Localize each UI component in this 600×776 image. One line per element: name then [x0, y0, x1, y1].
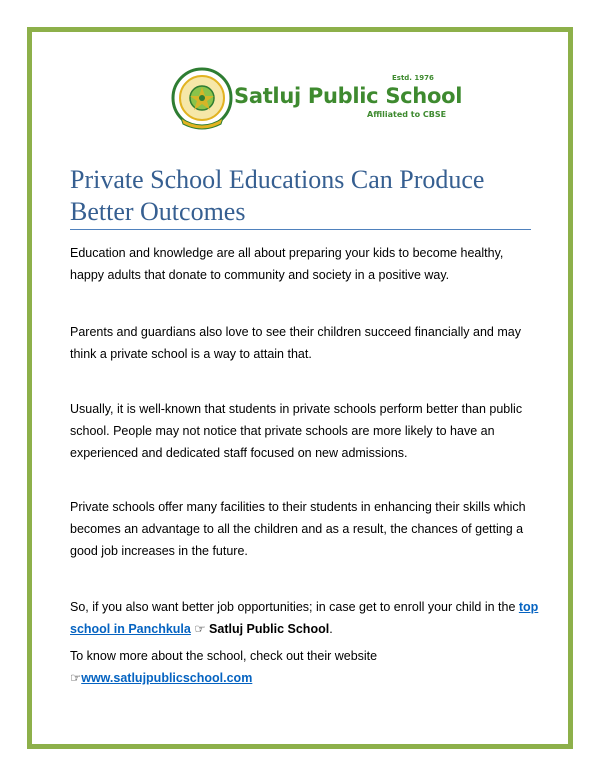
page-border-frame	[27, 27, 573, 749]
website-intro-text: To know more about the school, check out their website	[70, 649, 378, 663]
paragraph-intro: Education and knowledge are all about preparing your kids to become healthy, happy adults that donate to community and society in a positive way.	[70, 246, 504, 282]
paragraph-facilities: Private schools offer many facilities to their students in enhancing their skills which becomes an advantage to all the children and as a result, the chances of getting a good job increases in the future.	[70, 500, 526, 558]
paragraph-performance: Usually, it is well-known that students in private schools perform better than public school. People may not notice that private schools are more likely to have an experienced and dedicated staff focused on new admissions.	[70, 402, 523, 460]
paragraph-call-to-action	[70, 596, 540, 640]
pointing-hand-icon: ☞	[70, 671, 82, 685]
paragraph-website	[70, 645, 540, 689]
document-title: Private School Educations Can Produce Better Outcomes	[70, 165, 485, 226]
logo-established-year: Estd. 1976	[392, 74, 434, 82]
logo-school-name: Satluj Public School	[234, 84, 463, 108]
school-seal-icon	[171, 66, 233, 132]
cta-school-name: Satluj Public School	[209, 622, 330, 636]
school-logo	[171, 66, 463, 134]
title-underline-rule	[70, 229, 531, 230]
cta-intro-text: So, if you also want better job opportunities; in case get to enroll your child in the	[70, 600, 519, 614]
website-link[interactable]: www.satlujpublicschool.com	[81, 671, 253, 685]
top-school-link[interactable]: top school in Panchkula	[70, 600, 539, 636]
pointing-hand-icon: ☞	[190, 622, 210, 636]
paragraph-parents: Parents and guardians also love to see their children succeed financially and may think a private school is a way to attain that.	[70, 325, 521, 361]
logo-affiliation: Affiliated to CBSE	[367, 110, 447, 119]
cta-end-punctuation: .	[329, 622, 333, 636]
